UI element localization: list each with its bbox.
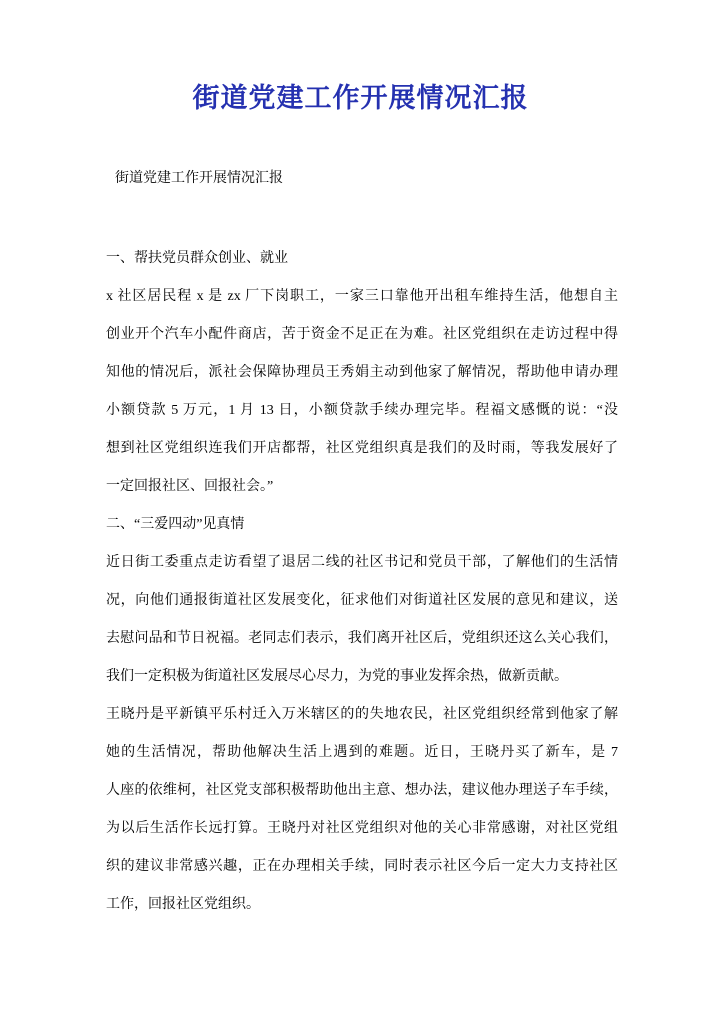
document-body	[106, 240, 618, 924]
body-line: 一定回报社区、回报社会。”	[106, 479, 274, 494]
body-line: 一、帮扶党员群众创业、就业	[106, 251, 288, 266]
document-subtitle: 街道党建工作开展情况汇报	[115, 171, 283, 186]
body-line: x 社区居民程 x 是 zx 厂下岗职工，一家三口靠他开出租车维持生活，他想自主	[106, 289, 618, 304]
body-line: 我们一定积极为街道社区发展尽心尽力，为党的事业发挥余热，做新贡献。	[106, 669, 568, 684]
body-line: 小额贷款 5 万元，1 月 13 日，小额贷款手续办理完毕。程福文感慨的说：“没	[106, 403, 618, 418]
body-line: 王晓丹是平新镇平乐村迁入万米辖区的的失地农民，社区党组织经常到他家了解	[106, 707, 618, 722]
document-title: 街道党建工作开展情况汇报	[192, 83, 529, 113]
body-line: 工作，回报社区党组织。	[106, 897, 260, 912]
body-line: 知他的情况后，派社会保障协理员王秀娟主动到他家了解情况，帮助他申请办理	[106, 365, 618, 380]
body-line: 人座的依维柯，社区党支部积极帮助他出主意、想办法，建议他办理送子车手续，	[106, 783, 618, 798]
body-line: 去慰问品和节日祝福。老同志们表示，我们离开社区后，党组织还这么关心我们，	[106, 631, 618, 646]
body-line: 她的生活情况，帮助他解决生活上遇到的难题。近日，王晓丹买了新车，是 7	[106, 745, 618, 760]
body-line: 近日街工委重点走访看望了退居二线的社区书记和党员干部，了解他们的生活情	[106, 555, 618, 570]
body-line: 况，向他们通报街道社区发展变化，征求他们对街道社区发展的意见和建议，送	[106, 593, 618, 608]
body-line: 织的建议非常感兴趣，正在办理相关手续，同时表示社区今后一定大力支持社区	[106, 859, 618, 874]
body-line: 为以后生活作长远打算。王晓丹对社区党组织对他的关心非常感谢，对社区党组	[106, 821, 618, 836]
body-line: 二、“三爱四动”见真情	[106, 517, 245, 532]
body-line: 创业开个汽车小配件商店，苦于资金不足正在为难。社区党组织在走访过程中得	[106, 327, 618, 342]
body-line: 想到社区党组织连我们开店都帮，社区党组织真是我们的及时雨，等我发展好了	[106, 441, 618, 456]
